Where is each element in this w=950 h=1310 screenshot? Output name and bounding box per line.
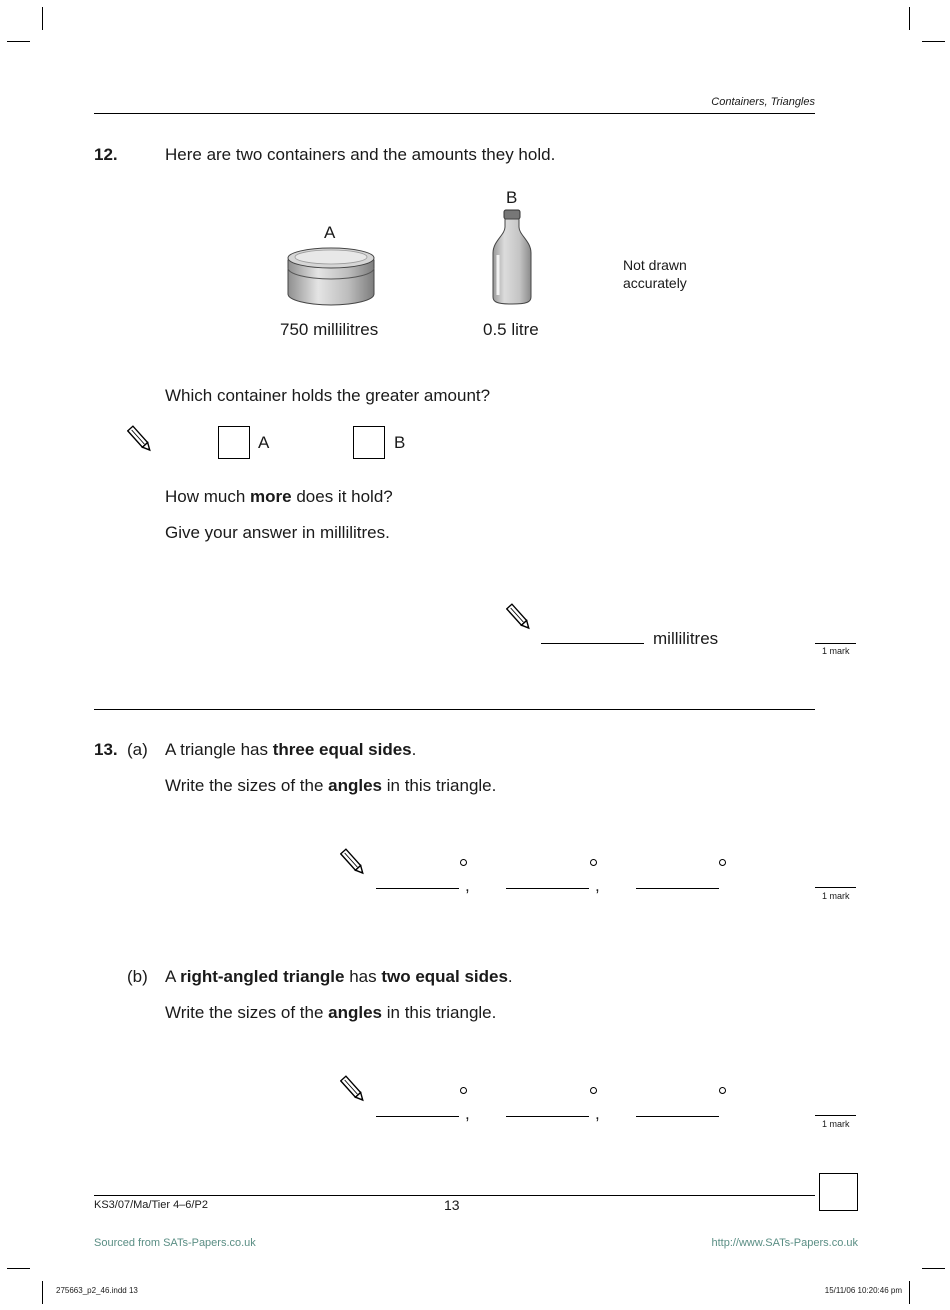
part-b-line1-bold2: two equal sides	[381, 967, 508, 986]
angle-answer-2[interactable]	[506, 1116, 589, 1117]
part-b-line1	[165, 967, 513, 987]
degree-symbol	[590, 1087, 597, 1094]
part-b-line2-bold: angles	[328, 1003, 383, 1022]
part-b-line2-post: in this triangle.	[382, 1003, 497, 1022]
crop-mark	[42, 7, 43, 30]
degree-symbol	[590, 859, 597, 866]
angle-answer-2[interactable]	[506, 888, 589, 889]
question-number: 13.	[94, 740, 118, 759]
part-b-line1-bold1: right-angled triangle	[180, 967, 345, 986]
part-b-line1-pre: A	[165, 967, 181, 986]
comma: ,	[465, 876, 470, 895]
not-drawn-line1: Not drawn	[623, 257, 687, 273]
source-left[interactable]: Sourced from SATs-Papers.co.uk	[94, 1237, 256, 1249]
part-a-line2-post: in this triangle.	[382, 776, 497, 795]
comma: ,	[595, 876, 600, 895]
degree-symbol	[460, 859, 467, 866]
not-drawn-line2: accurately	[623, 275, 687, 291]
container-b-letter: B	[506, 188, 518, 207]
header-rule	[94, 113, 815, 114]
footer-rule	[94, 1195, 815, 1196]
part-a-line1-pre: A triangle has	[165, 740, 273, 759]
question-number: 12.	[94, 145, 118, 164]
question-text-2-bold: more	[250, 487, 292, 506]
answer-box-b[interactable]	[353, 426, 385, 459]
mark-line	[815, 887, 856, 888]
crop-mark	[909, 1281, 910, 1304]
container-a-amount: 750 millilitres	[280, 320, 379, 339]
mark-label: 1 mark	[822, 891, 850, 901]
option-b-label: B	[394, 433, 406, 452]
part-b-line2-pre: Write the sizes of the	[165, 1003, 329, 1022]
comma: ,	[595, 1104, 600, 1123]
question-text-2	[165, 487, 393, 507]
degree-symbol	[719, 859, 726, 866]
mark-line	[815, 643, 856, 644]
container-a-letter: A	[324, 223, 336, 242]
option-a-label: A	[258, 433, 270, 452]
comma: ,	[465, 1104, 470, 1123]
degree-symbol	[719, 1087, 726, 1094]
part-a-line2	[165, 776, 496, 796]
crop-mark	[7, 1268, 30, 1269]
part-a-line1	[165, 740, 416, 760]
crop-mark	[42, 1281, 43, 1304]
question-text: Which container holds the greater amount?	[165, 386, 491, 405]
section-label: Containers, Triangles	[711, 96, 815, 108]
crop-mark	[922, 41, 945, 42]
part-a-line1-post: .	[411, 740, 417, 759]
part-a-line1-bold: three equal sides	[272, 740, 412, 759]
crop-mark	[909, 7, 910, 30]
question-text-2-post: does it hold?	[291, 487, 393, 506]
pencil-icon	[340, 848, 366, 878]
section-divider	[94, 709, 815, 710]
answer-line-millilitres[interactable]	[541, 643, 644, 644]
part-a-line2-bold: angles	[328, 776, 383, 795]
tin-can-illustration	[286, 246, 376, 308]
question-intro: Here are two containers and the amounts they hold.	[165, 145, 556, 164]
crop-mark	[922, 1268, 945, 1269]
timestamp: 15/11/06 10:20:46 pm	[824, 1286, 902, 1295]
pencil-icon	[506, 603, 532, 633]
part-a-line2-pre: Write the sizes of the	[165, 776, 329, 795]
answer-instruction: Give your answer in millilitres.	[165, 523, 390, 542]
part-b-line1-post: .	[507, 967, 513, 986]
degree-symbol	[460, 1087, 467, 1094]
file-name: 275663_p2_46.indd 13	[56, 1286, 138, 1295]
mark-label: 1 mark	[822, 646, 850, 656]
pencil-icon	[127, 425, 153, 455]
crop-mark	[7, 41, 30, 42]
page-number: 13	[444, 1197, 460, 1213]
part-a-label: (a)	[127, 740, 148, 759]
angle-answer-1[interactable]	[376, 888, 459, 889]
part-b-line1-mid: has	[344, 967, 382, 986]
angle-answer-3[interactable]	[636, 888, 719, 889]
marks-total-box[interactable]	[819, 1173, 858, 1211]
mark-label: 1 mark	[822, 1119, 850, 1129]
angle-answer-3[interactable]	[636, 1116, 719, 1117]
question-text-2-pre: How much	[165, 487, 251, 506]
mark-line	[815, 1115, 856, 1116]
container-b-amount: 0.5 litre	[483, 320, 539, 339]
pencil-icon	[340, 1075, 366, 1105]
bottle-illustration	[489, 209, 535, 305]
part-b-line2	[165, 1003, 496, 1023]
part-b-label: (b)	[127, 967, 148, 986]
answer-box-a[interactable]	[218, 426, 250, 459]
source-right[interactable]: http://www.SATs-Papers.co.uk	[711, 1237, 858, 1249]
paper-code: KS3/07/Ma/Tier 4–6/P2	[94, 1199, 208, 1211]
unit-label: millilitres	[653, 629, 719, 648]
angle-answer-1[interactable]	[376, 1116, 459, 1117]
